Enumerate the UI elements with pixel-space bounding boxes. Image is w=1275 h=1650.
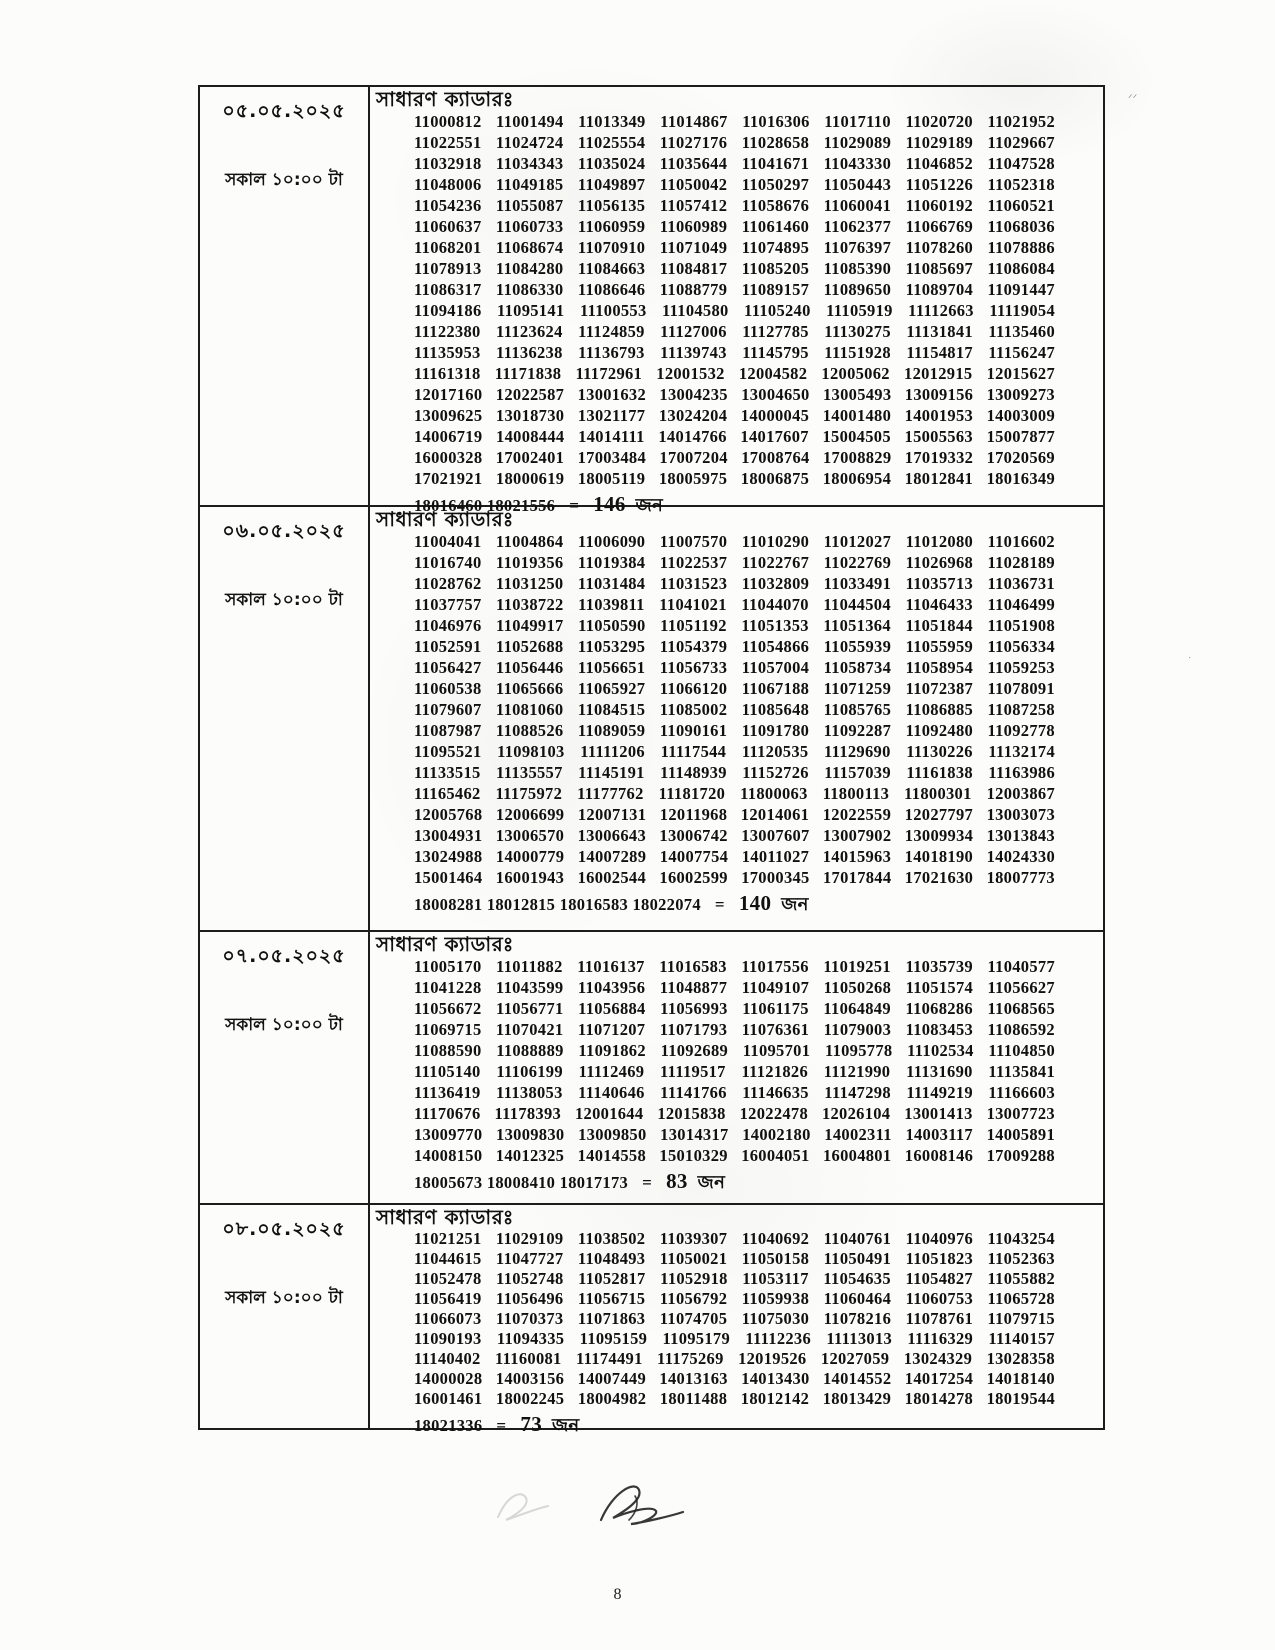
date-cell [200, 87, 370, 505]
count-unit: জন [697, 1172, 726, 1193]
exam-date: ০৫.০৫.২০২৫ [222, 100, 346, 122]
exam-date: ০৭.০৫.২০২৫ [222, 945, 346, 967]
count-value: 73 [520, 1412, 543, 1436]
exam-time: সকাল ১০:০০ টা [225, 1015, 343, 1035]
roll-number-line: 14008150 14012325 14014558 15010329 16004051 16004801 16008146 17009288 [414, 1146, 1055, 1165]
roll-number-line: 17021921 18000619 18005119 18005975 18006875 18006954 18012841 18016349 [414, 469, 1055, 488]
date-cell [200, 932, 370, 1203]
exam-time: সকাল ১০:০০ টা [225, 590, 343, 610]
roll-number-lines [370, 1229, 1103, 1409]
exam-schedule-table [198, 85, 1105, 1436]
roll-number-line: 13004931 13006570 13006643 13006742 13007607 13007902 13009934 13013843 [414, 826, 1055, 845]
roll-number-line: 11136419 11138053 11140646 11141766 11146635 11147298 11149219 11166603 [414, 1083, 1055, 1102]
count-unit: জন [552, 1415, 580, 1436]
roll-number-line: 11052591 11052688 11053295 11054379 11054866 11055939 11055959 11056334 [414, 637, 1055, 656]
roll-number-line: 11056672 11056771 11056884 11056993 11061175 11064849 11068286 11068565 [414, 999, 1055, 1018]
roll-count-line [370, 888, 1103, 921]
roll-number-line: 11046976 11049917 11050590 11051192 11051353 11051364 11051844 11051908 [414, 616, 1055, 635]
roll-number-line: 11133515 11135557 11145191 11148939 11152726 11157039 11161838 11163986 [414, 763, 1055, 782]
roll-number-line: 11068201 11068674 11070910 11071049 11074895 11076397 11078260 11078886 [414, 238, 1055, 257]
roll-number-line: 11069715 11070421 11071207 11071793 11076361 11079003 11083453 11086592 [414, 1020, 1055, 1039]
schedule-row [200, 505, 1103, 930]
roll-count-line [370, 1409, 1103, 1442]
roll-number-line: 11094186 11095141 11100553 11104580 11105240 11105919 11112663 11119054 [414, 301, 1055, 320]
roll-number-line: 11037757 11038722 11039811 11041021 11044070 11044504 11046433 11046499 [414, 595, 1055, 614]
schedule-row [200, 930, 1103, 1203]
roll-list-cell [370, 932, 1103, 1203]
roll-list-cell [370, 1205, 1103, 1436]
roll-number-line: 11122380 11123624 11124859 11127006 11127785 11130275 11131841 11135460 [414, 322, 1055, 341]
roll-number-line: 11000812 11001494 11013349 11014867 11016306 11017110 11020720 11021952 [414, 112, 1055, 131]
count-unit: জন [635, 495, 664, 516]
roll-number-line: 11060637 11060733 11060959 11060989 11061460 11062377 11066769 11068036 [414, 217, 1055, 236]
roll-number-line: 14006719 14008444 14014111 14014766 14017607 15004505 15005563 15007877 [414, 427, 1055, 446]
exam-time: সকাল ১০:০০ টা [225, 1288, 343, 1308]
roll-number-line: 11135953 11136238 11136793 11139743 11145795 11151928 11154817 11156247 [414, 343, 1055, 362]
roll-count-line [370, 1166, 1103, 1199]
roll-number-line: 11105140 11106199 11112469 11119517 11121826 11121990 11131690 11135841 [414, 1062, 1055, 1081]
roll-number-line: 11032918 11034343 11035024 11035644 11041671 11043330 11046852 11047528 [414, 154, 1055, 173]
roll-number-line: 11052478 11052748 11052817 11052918 11053117 11054635 11054827 11055882 [414, 1269, 1055, 1288]
roll-number-line: 11054236 11055087 11056135 11057412 11058676 11060041 11060192 11060521 [414, 196, 1055, 215]
cadre-header: সাধারণ ক্যাডারঃ [376, 87, 514, 111]
roll-list-cell [370, 87, 1103, 516]
roll-number-line: 13009770 13009830 13009850 13014317 14002180 14002311 14003117 14005891 [414, 1125, 1055, 1144]
exam-time: সকাল ১০:০০ টা [225, 170, 343, 190]
count-value: 140 [738, 891, 772, 915]
roll-number-line: 11066073 11070373 11071863 11074705 11075030 11078216 11078761 11079715 [414, 1309, 1055, 1328]
date-cell [200, 507, 370, 930]
faint-signature-mark [488, 1482, 558, 1532]
exam-date: ০৬.০৫.২০২৫ [222, 520, 346, 542]
roll-number-line: 12017160 12022587 13001632 13004235 13004650 13005493 13009156 13009273 [414, 385, 1055, 404]
cadre-header: সাধারণ ক্যাডারঃ [376, 1205, 514, 1229]
roll-number-line: 11060538 11065666 11065927 11066120 11067188 11071259 11072387 11078091 [414, 679, 1055, 698]
roll-number-line: 15001464 16001943 16002544 16002599 17000345 17017844 17021630 18007773 [414, 868, 1055, 887]
cadre-header: সাধারণ ক্যাডারঃ [376, 507, 514, 531]
roll-number-line: 11056419 11056496 11056715 11056792 11059938 11060464 11060753 11065728 [414, 1289, 1055, 1308]
roll-number-line: 11021251 11029109 11038502 11039307 11040692 11040761 11040976 11043254 [414, 1229, 1055, 1248]
roll-number-line: 11088590 11088889 11091862 11092689 11095701 11095778 11102534 11104850 [414, 1041, 1055, 1060]
roll-number-line: 11079607 11081060 11084515 11085002 11085648 11085765 11086885 11087258 [414, 700, 1055, 719]
exam-date: ০৮.০৫.২০২৫ [222, 1218, 346, 1240]
roll-number-line: 11170676 11178393 12001644 12015838 12022478 12026104 13001413 13007723 [414, 1104, 1055, 1123]
count-value: 83 [666, 1169, 688, 1193]
count-value: 146 [593, 492, 626, 516]
roll-number-line: 11140402 11160081 11174491 11175269 12019526 12027059 13024329 13028358 [414, 1349, 1055, 1368]
equals-sign: = [714, 895, 725, 914]
schedule-row [200, 1203, 1103, 1436]
final-roll-numbers: 18016460 18021556 [414, 496, 556, 515]
count-unit: জন [781, 894, 809, 915]
roll-number-line: 14000028 14003156 14007449 14013163 14013430 14014552 14017254 14018140 [414, 1369, 1055, 1388]
roll-number-line: 16000328 17002401 17003484 17007204 17008764 17008829 17019332 17020569 [414, 448, 1055, 467]
roll-number-line: 16001461 18002245 18004982 18011488 18012142 18013429 18014278 18019544 [414, 1389, 1055, 1408]
equals-sign: = [496, 1416, 507, 1435]
roll-number-line: 11165462 11175972 11177762 11181720 11800063 11800113 11800301 12003867 [414, 784, 1055, 803]
roll-number-line: 11022551 11024724 11025554 11027176 11028658 11029089 11029189 11029667 [414, 133, 1055, 152]
roll-list-cell [370, 507, 1103, 930]
final-roll-numbers: 18021336 [414, 1416, 483, 1435]
roll-number-line: 11087987 11088526 11089059 11090161 11091780 11092287 11092480 11092778 [414, 721, 1055, 740]
scan-noise-mark: ᐝ [1188, 656, 1191, 668]
roll-number-line: 11078913 11084280 11084663 11084817 11085205 11085390 11085697 11086084 [414, 259, 1055, 278]
cadre-header: সাধারণ ক্যাডারঃ [376, 932, 514, 956]
roll-number-line: 11041228 11043599 11043956 11048877 11049107 11050268 11051574 11056627 [414, 978, 1055, 997]
date-cell [200, 1205, 370, 1428]
roll-number-line: 11028762 11031250 11031484 11031523 11032809 11033491 11035713 11036731 [414, 574, 1055, 593]
scan-noise-mark: ᐟᐟ [1128, 93, 1138, 105]
roll-number-line: 12005768 12006699 12007131 12011968 12014061 12022559 12027797 13003073 [414, 805, 1055, 824]
final-roll-numbers: 18005673 18008410 18017173 [414, 1173, 629, 1192]
roll-number-line: 11016740 11019356 11019384 11022537 11022767 11022769 11026968 11028189 [414, 553, 1055, 572]
roll-number-line: 11044615 11047727 11048493 11050021 11050158 11050491 11051823 11052363 [414, 1249, 1055, 1268]
roll-number-line: 11090193 11094335 11095159 11095179 11112236 11113013 11116329 11140157 [414, 1329, 1055, 1348]
final-roll-numbers: 18008281 18012815 18016583 18022074 [414, 895, 701, 914]
roll-number-line: 11086317 11086330 11086646 11088779 11089157 11089650 11089704 11091447 [414, 280, 1055, 299]
roll-number-line: 13009625 13018730 13021177 13024204 14000045 14001480 14001953 14003009 [414, 406, 1055, 425]
roll-number-lines [370, 531, 1103, 888]
roll-number-line: 11005170 11011882 11016137 11016583 11017556 11019251 11035739 11040577 [414, 957, 1055, 976]
equals-sign: = [642, 1173, 653, 1192]
roll-number-line: 11095521 11098103 11111206 11117544 11120535 11129690 11130226 11132174 [414, 742, 1055, 761]
signature-mark [583, 1472, 693, 1542]
roll-number-lines [370, 956, 1103, 1166]
roll-number-line: 11048006 11049185 11049897 11050042 11050297 11050443 11051226 11052318 [414, 175, 1055, 194]
roll-number-lines [370, 111, 1103, 489]
roll-number-line: 11056427 11056446 11056651 11056733 11057004 11058734 11058954 11059253 [414, 658, 1055, 677]
page-number: 8 [613, 1586, 622, 1603]
schedule-row [200, 87, 1103, 516]
roll-number-line: 11161318 11171838 11172961 12001532 12004582 12005062 12012915 12015627 [414, 364, 1055, 383]
equals-sign: = [569, 496, 580, 515]
roll-number-line: 11004041 11004864 11006090 11007570 11010290 11012027 11012080 11016602 [414, 532, 1055, 551]
roll-number-line: 13024988 14000779 14007289 14007754 14011027 14015963 14018190 14024330 [414, 847, 1055, 866]
